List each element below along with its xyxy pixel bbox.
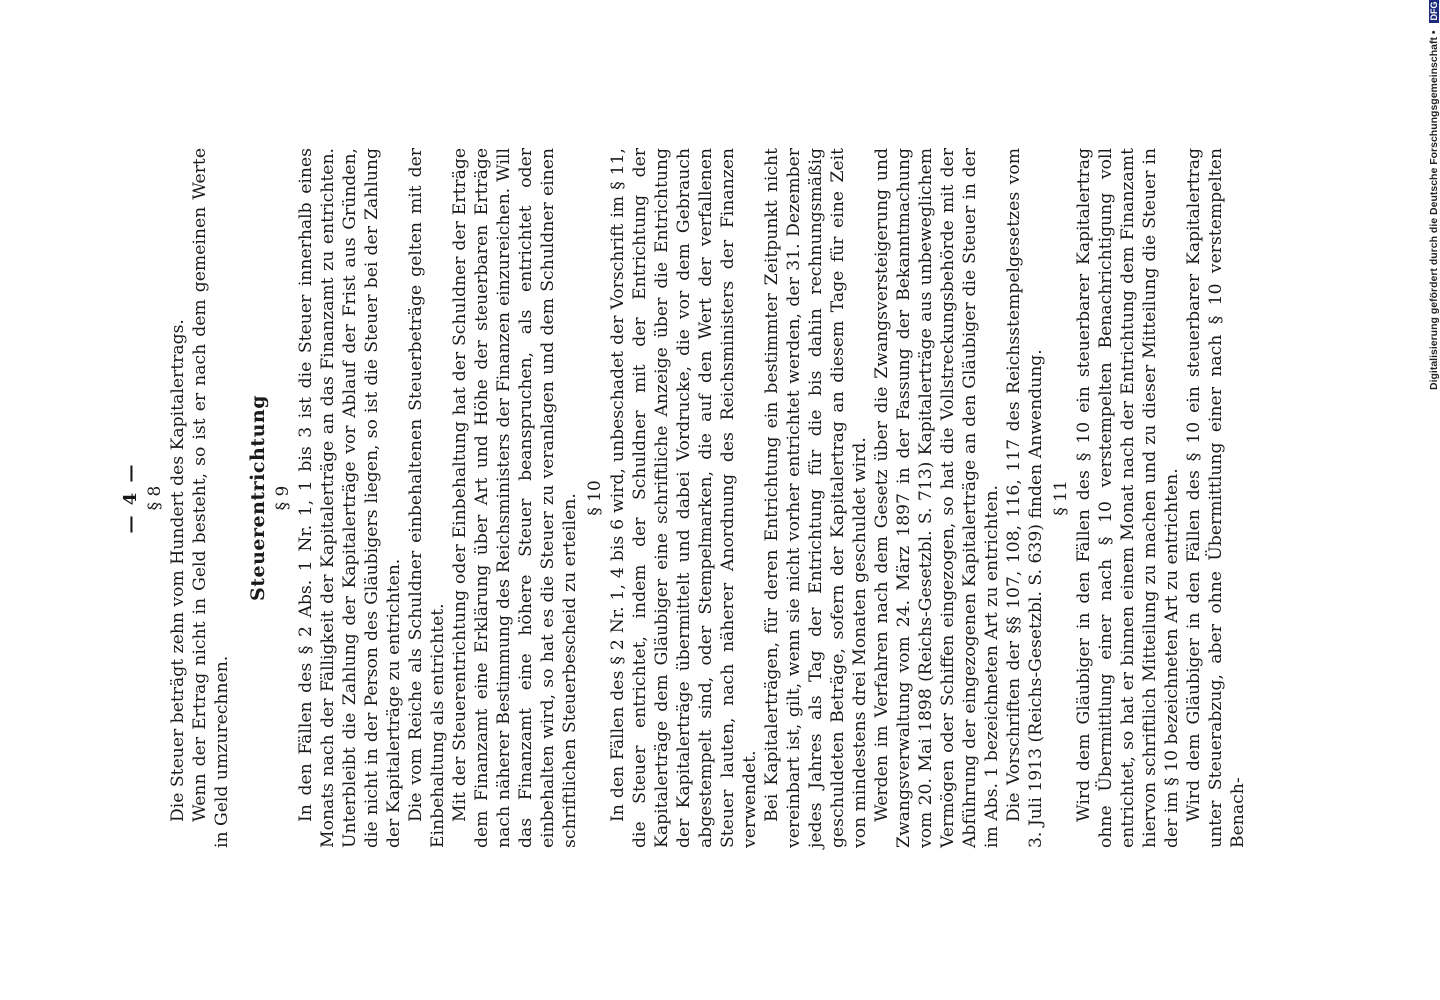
- section-9-heading: § 9: [273, 485, 293, 511]
- section-10-paragraph-4: Die Vorschriften der §§ 107, 108, 116, 117 des Reichsstempelgesetzes vom 3. Juli 1913 (Reichs-Gesetzbl. S. 639) finden Anwendung.: [1004, 148, 1046, 848]
- page-number: — 4 —: [120, 462, 141, 534]
- section-9-paragraph-3: Mit der Steuerentrichtung oder Einbehaltung hat der Schuldner der Erträge dem Finanzamt eine Erklärung über Art und Höhe der steuerbaren Erträge nach näherer Bestimmung des Reichsministers der Finanzen einzureichen. Will das Finanzamt eine höhere Steuer beanspruchen, als entrichtet oder einbehalten wird, so hat es die Steuer zu veranlagen und dem Schuldner einen schriftlichen Steuerbescheid zu erteilen.: [450, 148, 580, 848]
- section-10-paragraph-2: Bei Kapitalerträgen, für deren Entrichtung ein bestimmter Zeitpunkt nicht vereinbart ist, gilt, wenn sie nicht vorher entrichtet werden, der 31. Dezember jedes Jahres als Tag der Entrichtung für die bis dahin rechnungsmäßig geschuldeten Beträge, sofern der Kapitalertrag an diesem Tage für eine Zeit von mindestens drei Monaten geschuldet wird.: [762, 148, 870, 848]
- section-10-heading: § 10: [585, 480, 605, 516]
- digitization-credit: [1410, 1, 1440, 390]
- section-8-paragraph-1: Die Steuer beträgt zehn vom Hundert des Kapitalertrags.: [168, 319, 188, 822]
- credit-text: Digitalisierung gefördert durch die Deutsche Forschungsgemeinschaft •: [1428, 30, 1440, 390]
- section-11-heading: § 11: [1051, 480, 1071, 516]
- section-8-paragraph-2: Wenn der Ertrag nicht in Geld besteht, so ist er nach dem gemeinen Werte in Geld umzurechnen.: [190, 148, 232, 848]
- dfg-logo: DFG: [1429, 0, 1439, 24]
- section-8-heading: § 8: [145, 485, 165, 511]
- section-10-paragraph-1: In den Fällen des § 2 Nr. 1, 4 bis 6 wird, unbeschadet der Vorschrift im § 11, die Steuer entrichtet, indem der Schuldner mit der Entrichtung der Kapitalerträge dem Gläubiger eine schriftliche Anzeige über die Entrichtung der Kapitalerträge übermittelt und dabei Vordrucke, die vor dem Gebrauch abgestempelt sind, oder Stempelmarken, die auf den Wert der verfallenen Steuer lauten, nach näherer Anordnung des Reichsministers der Finanzen verwendet.: [608, 148, 760, 848]
- section-9-paragraph-1: In den Fällen des § 2 Abs. 1 Nr. 1, 1 bis 3 ist die Steuer innerhalb eines Monats nach der Fälligkeit der Kapitalerträge an das Finanzamt zu entrichten. Unterbleibt die Zahlung der Kapitalerträge vor Ablauf der Frist aus Gründen, die nicht in der Person des Gläubigers liegen, so ist die Steuer bei der Zahlung der Kapitalerträge zu entrichten.: [296, 148, 404, 848]
- section-11-paragraph-2: Wird dem Gläubiger in den Fällen des § 10 ein steuerbarer Kapitalertrag unter Steuerabzug, aber ohne Übermittlung einer nach § 10 verstempelten Benach-: [1184, 148, 1248, 848]
- section-10-paragraph-3: Werden im Verfahren nach dem Gesetz über die Zwangsversteigerung und Zwangsverwaltung vom 24. März 1897 in der Fassung der Bekanntmachung vom 20. Mai 1898 (Reichs-Gesetzbl. S. 713) Kapitalerträge aus unbeweglichem Vermögen oder Schiffen eingezogen, so hat die Vollstreckungsbehörde mit der Abführung der eingezogenen Kapitalerträge an den Gläubiger die Steuer in der im Abs. 1 bezeichneten Art zu entrichten.: [872, 148, 1002, 848]
- document-page: [120, 138, 1280, 858]
- section-11-paragraph-1: Wird dem Gläubiger in den Fällen des § 10 ein steuerbarer Kapitalertrag ohne Übermittlung einer nach § 10 verstempelten Benachrichtigung voll entrichtet, so hat er binnen einem Monat nach der Entrichtung dem Finanzamt hiervon schriftlich Mitteilung zu machen und zu dieser Mitteilung die Steuer in der im § 10 bezeichneten Art zu entrichten.: [1074, 148, 1182, 848]
- section-title: Steuerentrichtung: [247, 395, 269, 601]
- section-9-paragraph-2: Die vom Reiche als Schuldner einbehaltenen Steuerbeträge gelten mit der Einbehaltung als entrichtet.: [406, 148, 448, 848]
